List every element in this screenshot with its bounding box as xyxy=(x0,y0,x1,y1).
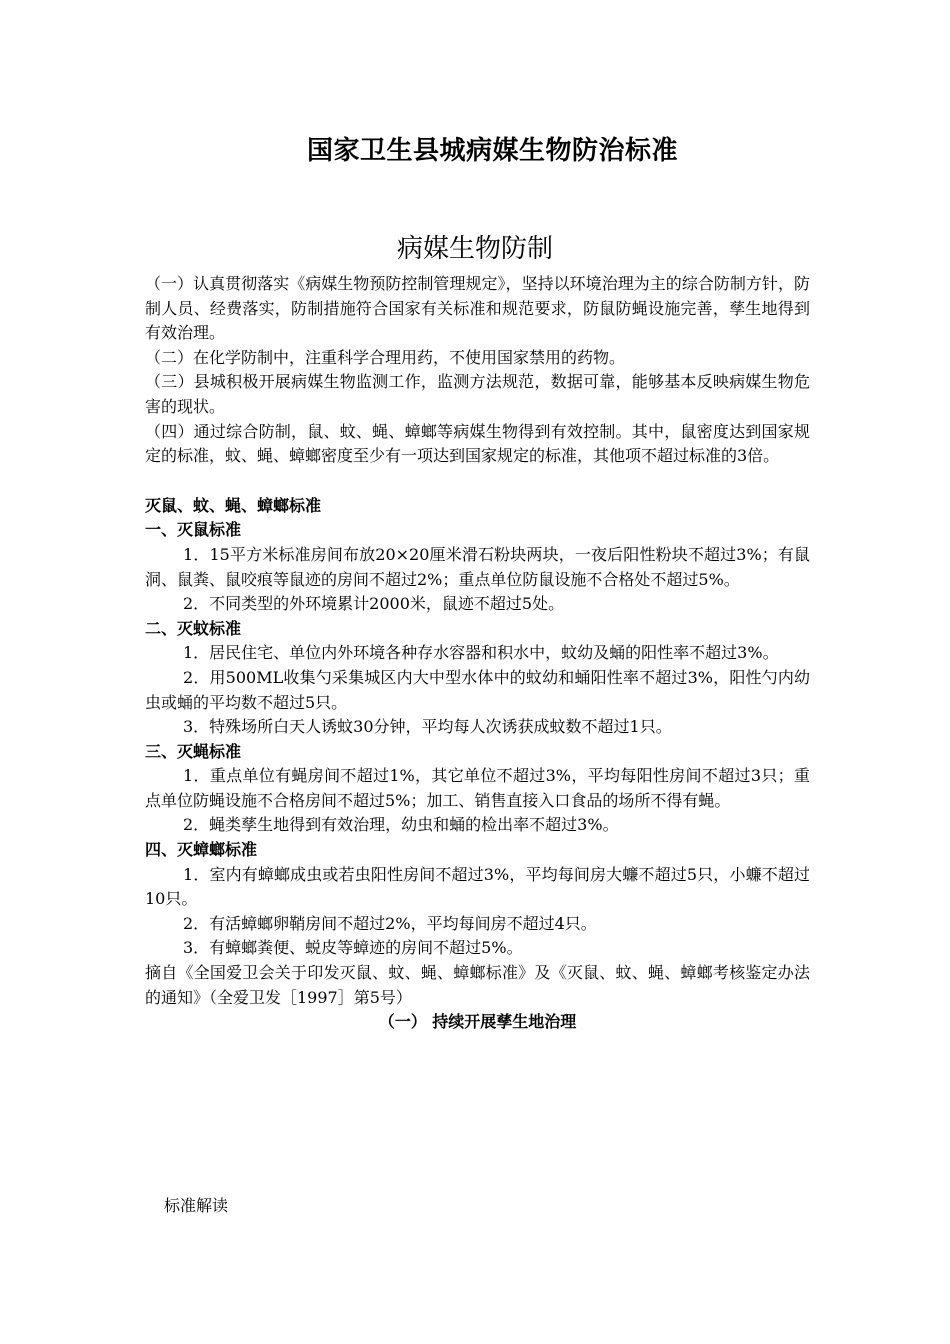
rat-standard-heading: 一、灭鼠标准 xyxy=(145,520,242,540)
cockroach-standard-item-1: 1．室内有蟑螂成虫或若虫阳性房间不超过3%，平均每间房大蠊不超过5只，小蠊不超过10只。 xyxy=(145,864,810,909)
fly-standard-item-2: 2．蝇类孳生地得到有效治理，幼虫和蛹的检出率不超过3%。 xyxy=(183,815,619,835)
standards-heading: 灭鼠、蚊、蝇、蟑螂标准 xyxy=(145,495,322,515)
cockroach-standard-item-3: 3．有蟑螂粪便、蜕皮等蟑迹的房间不超过5%。 xyxy=(183,938,523,958)
intro-paragraph-3: （三）县城积极开展病媒生物监测工作，监测方法规范，数据可靠，能够基本反映病媒生物危害的现状。 xyxy=(145,372,810,416)
mosquito-standard-heading: 二、灭蚊标准 xyxy=(145,618,242,638)
standard-interpretation-label: 标准解读 xyxy=(164,1196,229,1215)
document-body xyxy=(145,272,810,1035)
source-note: 摘自《全国爱卫会关于印发灭鼠、蚊、蝇、蟑螂标准》及《灭鼠、蚊、蝇、蟑螂考核鉴定办法的通知》（全爱卫发［1997］第5号） xyxy=(145,963,810,1007)
next-section-heading: （一） 持续开展孳生地治理 xyxy=(378,1012,577,1032)
mosquito-standard-item-2: 2．用500ML收集勺采集城区内大中型水体中的蚊幼和蛹阳性率不超过3%，阳性勺内幼虫或蛹的平均数不超过5只。 xyxy=(145,667,810,712)
mosquito-standard-item-3: 3．特殊场所白天人诱蚊30分钟，平均每人次诱获成蚊数不超过1只。 xyxy=(183,717,672,737)
intro-paragraph-4: （四）通过综合防制，鼠、蚊、蝇、蟑螂等病媒生物得到有效控制。其中，鼠密度达到国家规定的标准，蚊、蝇、蟑螂密度至少有一项达到国家规定的标准，其他项不超过标准的3倍。 xyxy=(145,421,810,466)
intro-paragraph-2: （二）在化学防制中，注重科学合理用药，不使用国家禁用的药物。 xyxy=(145,347,626,367)
section-title: 病媒生物防制 xyxy=(396,234,553,264)
rat-standard-item-2: 2．不同类型的外环境累计2000米，鼠迹不超过5处。 xyxy=(183,594,565,614)
cockroach-standard-item-2: 2．有活蟑螂卵鞘房间不超过2%，平均每间房不超过4只。 xyxy=(183,913,597,933)
cockroach-standard-heading: 四、灭蟑螂标准 xyxy=(145,840,258,860)
rat-standard-item-1: 1．15平方米标准房间布放20×20厘米滑石粉块两块，一夜后阳性粉块不超过3%；有鼠洞、鼠粪、鼠咬痕等鼠迹的房间不超过2%；重点单位防鼠设施不合格处不超过5%。 xyxy=(145,544,810,589)
document-title: 国家卫生县城病媒生物防治标准 xyxy=(306,136,678,166)
fly-standard-item-1: 1．重点单位有蝇房间不超过1%，其它单位不超过3%，平均每阳性房间不超过3只；重点单位防蝇设施不合格房间不超过5%；加工、销售直接入口食品的场所不得有蝇。 xyxy=(145,766,810,810)
mosquito-standard-item-1: 1．居民住宅、单位内外环境各种存水容器和积水中，蚊幼及蛹的阳性率不超过3%。 xyxy=(183,643,779,663)
spacer xyxy=(145,469,810,494)
intro-paragraph-1: （一）认真贯彻落实《病媒生物预防控制管理规定》，坚持以环境治理为主的综合防制方针，防制人员、经费落实，防制措施符合国家有关标准和规范要求，防鼠防蝇设施完善，孳生地得到有效治理。 xyxy=(145,274,810,343)
fly-standard-heading: 三、灭蝇标准 xyxy=(145,741,242,761)
